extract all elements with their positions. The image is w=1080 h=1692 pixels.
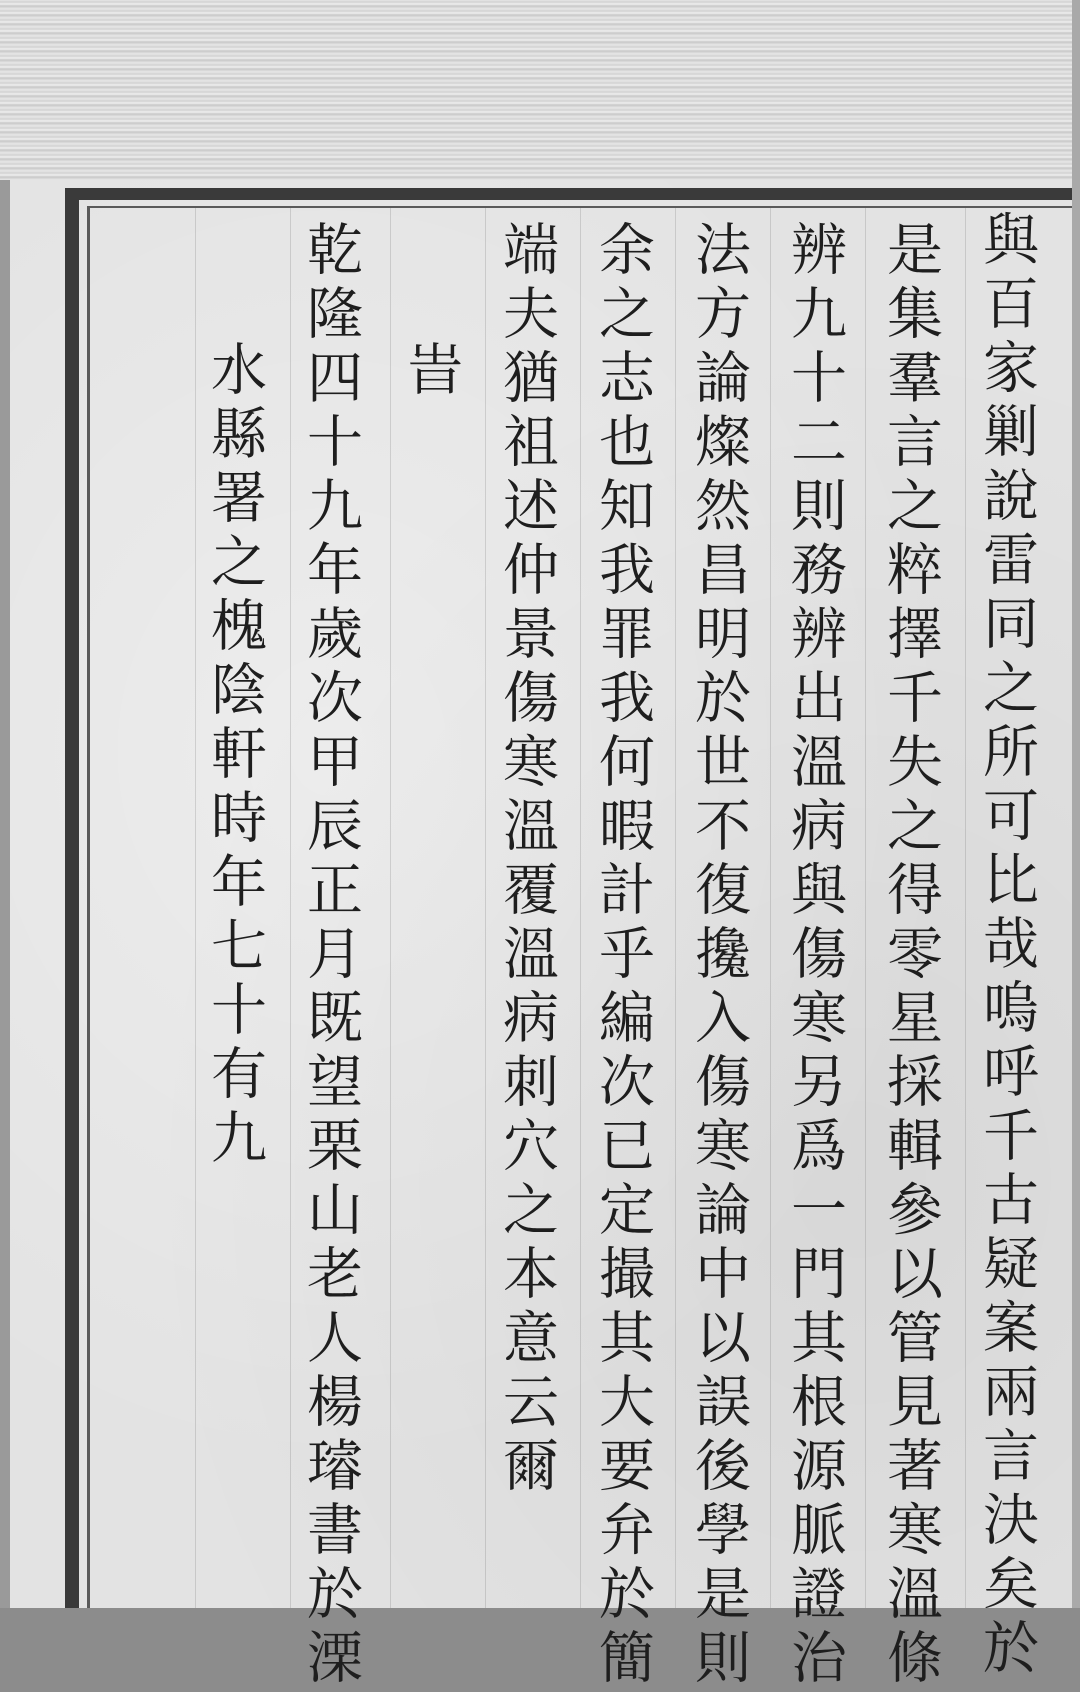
text-column-6: 端夫猶祖述仲景傷寒溫覆溫病刺穴之本意云爾 [494,220,559,1500]
text-column-3: 辨九十二則務辨出溫病與傷寒另爲一門其根源脈證治 [782,220,847,1692]
scan-right-edge [1072,0,1080,1608]
text-column-5: 余之志也知我罪我何暇計乎編次已定撮其大要弁於簡 [590,220,655,1692]
column-divider [675,208,676,1608]
column-divider [770,208,771,1608]
scan-left-edge [0,180,10,1608]
column-divider [580,208,581,1608]
column-divider [390,208,391,1608]
column-divider [485,208,486,1608]
column-divider [290,208,291,1608]
text-column-7: 旹 [398,340,463,404]
text-column-8: 乾隆四十九年歲次甲辰正月既望栗山老人楊璿書於溧 [298,220,363,1692]
page-border-left-inner [87,208,90,1608]
text-column-9: 水縣署之槐陰軒時年七十有九 [202,340,267,1172]
scan-top-margin [0,0,1080,180]
text-column-4: 法方論燦然昌明於世不復攙入傷寒論中以誤後學是則 [686,220,751,1692]
text-column-2: 是集羣言之粹擇千失之得零星採輯參以管見著寒溫條 [878,220,943,1692]
page-border-top [65,188,1072,200]
column-divider [865,208,866,1608]
column-divider [195,208,196,1608]
page-border-left [65,188,79,1608]
text-column-1: 與百家剿說雷同之所可比哉嗚呼千古疑案兩言決矣於 [974,210,1039,1682]
book-page [10,180,1072,1692]
column-divider [965,208,966,1608]
